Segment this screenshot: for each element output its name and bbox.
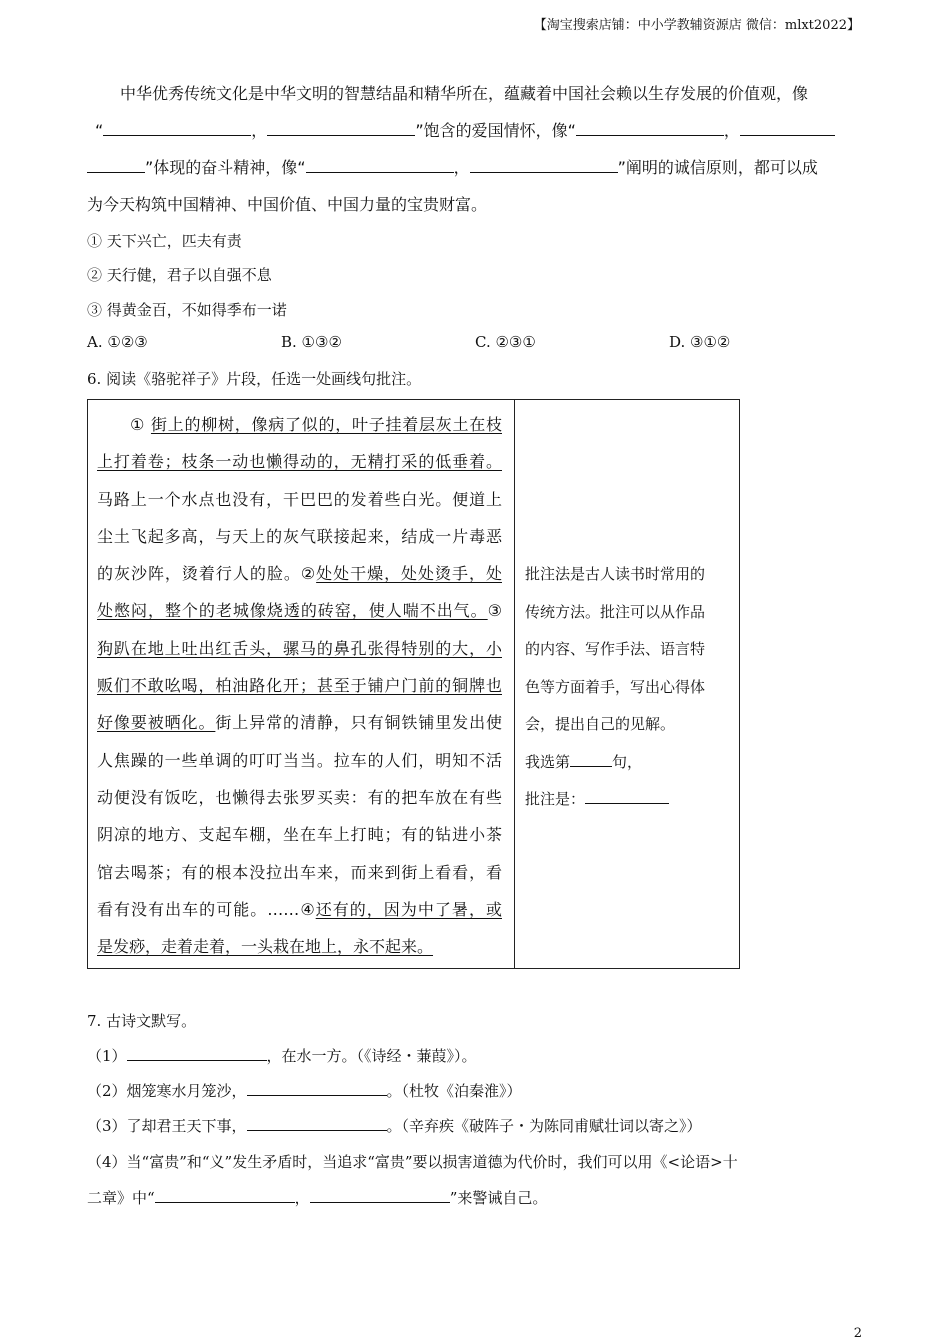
table-divider — [514, 400, 515, 968]
text: 阴凉的地方、支起车棚，坐在车上打盹；有的钻进小茶 — [97, 825, 502, 845]
text: （3）了却君王天下事， — [87, 1117, 247, 1135]
text: 看有没有出车的可能。……④ — [97, 899, 316, 919]
annotation-line — [525, 781, 735, 819]
option-c[interactable]: C. ②③① — [475, 333, 536, 351]
passage-line — [97, 928, 502, 965]
text: （2）烟笼寒水月笼沙， — [87, 1082, 247, 1100]
text: ，在水一方。（《诗经・蒹葭》）。 — [266, 1047, 477, 1065]
blank-6[interactable] — [470, 156, 618, 173]
q7-item-4-cont — [87, 1187, 547, 1208]
text: ”阐明的诚信原则，都可以成 — [617, 158, 818, 177]
underlined-sentence-1[interactable]: 街上的柳树，像病了似的，叶子挂着层灰土在枝 — [150, 415, 502, 434]
text: ， — [453, 158, 470, 177]
instruction-line: 的内容、写作手法、语言特 — [525, 640, 706, 658]
text: 人焦躁的一些单调的叮叮当当。拉车的人们，明知不活 — [97, 750, 502, 770]
underlined-sentence-2[interactable]: 处处干燥，处处烫手，处 — [316, 564, 502, 584]
q7-item-1 — [87, 1045, 477, 1066]
q5-item-1: ① 天下兴亡，匹夫有责 — [87, 232, 242, 250]
text: ”来警诫自己。 — [449, 1189, 548, 1207]
text: 二章》中“ — [87, 1189, 155, 1207]
text: 。（辛弃疾《破阵子・为陈同甫赋壮词以寄之》） — [386, 1117, 702, 1135]
text: （1） — [87, 1047, 127, 1065]
blank-7-1[interactable] — [127, 1046, 267, 1061]
passage-line — [97, 518, 502, 555]
q5-line-2 — [95, 118, 870, 141]
page-number: 2 — [853, 1326, 862, 1341]
text: 句， — [612, 752, 643, 771]
instruction-line: 色等方面着手，写出心得体 — [525, 677, 706, 696]
text: 我选第 — [525, 752, 571, 771]
text: “ — [95, 121, 104, 140]
passage-line — [97, 555, 502, 592]
blank-1[interactable] — [103, 119, 251, 136]
text: 。（杜牧《泊秦淮》） — [386, 1082, 522, 1100]
underlined-sentence-3[interactable]: 贩们不敢吆喝，柏油路化开；甚至于铺户门前的铜牌也 — [97, 676, 502, 696]
q7-title: 7. 古诗文默写。 — [87, 1012, 197, 1030]
q7-item-4: （4）当“富贵”和“义”发生矛盾时，当追求“富贵”要以损害道德为代价时，我们可以用《<论语>十 — [87, 1153, 738, 1171]
blank-7-2[interactable] — [247, 1081, 387, 1096]
passage-line — [97, 704, 502, 741]
q5-item-3: ③ 得黄金百，不如得季布一诺 — [87, 301, 287, 319]
instruction-line: 批注法是古人读书时常用的 — [525, 565, 706, 583]
q5-line-3 — [87, 155, 862, 178]
passage — [97, 406, 502, 965]
passage-line — [97, 891, 502, 928]
passage-line — [97, 443, 502, 480]
blank-7-4b[interactable] — [310, 1188, 450, 1203]
text: 马路上一个水点也没有，干巴巴的发着些白光。便道上 — [97, 489, 502, 509]
text: ， — [723, 121, 740, 140]
blank-4b[interactable] — [87, 156, 145, 173]
underlined-sentence-4[interactable]: 还有的，因为中了暑，或 — [315, 899, 502, 919]
choose-sentence-line — [525, 744, 735, 782]
option-b[interactable]: B. ①③② — [281, 333, 342, 351]
option-d[interactable]: D. ③①② — [669, 333, 731, 351]
q7-item-2 — [87, 1080, 522, 1101]
text: 动便没有饭吃，也懒得去张罗买卖：有的把车放在有些 — [97, 787, 502, 807]
passage-line — [97, 630, 502, 667]
text: ， — [294, 1189, 310, 1207]
q5-item-2: ② 天行健，君子以自强不息 — [87, 266, 272, 284]
blank-2[interactable] — [267, 119, 415, 136]
passage-line — [97, 854, 502, 891]
text: 的灰沙阵，烫着行人的脸。② — [97, 564, 317, 584]
text: ① — [130, 415, 146, 434]
passage-line — [97, 481, 502, 518]
blank-7-4a[interactable] — [155, 1188, 295, 1203]
passage-line — [97, 779, 502, 816]
annotation-table — [87, 399, 740, 969]
instruction-line: 传统方法。批注可以从作品 — [525, 602, 706, 621]
text: 批注是： — [525, 790, 586, 808]
text: ③ — [487, 601, 502, 621]
passage-line — [97, 816, 502, 853]
text: 街上异常的清静，只有铜铁铺里发出使 — [215, 713, 502, 733]
q5-line-4: 为今天构筑中国精神、中国价值、中国力量的宝贵财富。 — [87, 195, 488, 214]
page-header: 【淘宝搜索店铺：中小学教辅资源店 微信：mlxt2022】 — [533, 18, 860, 33]
q6-title: 6. 阅读《骆驼祥子》片段，任选一处画线句批注。 — [87, 370, 422, 388]
passage-line — [97, 667, 502, 704]
text: 尘土飞起多高，与天上的灰气联接起来，结成一片毒恶 — [97, 526, 502, 546]
blank-3[interactable] — [576, 119, 724, 136]
q7-item-3 — [87, 1115, 702, 1136]
underlined-sentence-3[interactable]: 好像要被晒化。 — [97, 713, 216, 733]
underlined-sentence-2[interactable]: 处憋闷，整个的老城像烧透的砖窑，使人喘不出气。 — [97, 601, 488, 621]
q5-line-1: 中华优秀传统文化是中华文明的智慧结晶和精华所在，蕴藏着中国社会赖以生存发展的价值观，像 — [120, 84, 809, 103]
underlined-sentence-1[interactable]: 上打着卷；枝条一动也懒得动的，无精打采的低垂着。 — [97, 452, 502, 472]
blank-5[interactable] — [306, 156, 454, 173]
text: ”饱含的爱国情怀，像“ — [415, 121, 576, 140]
option-a[interactable]: A. ①②③ — [87, 333, 148, 351]
annotation-blank[interactable] — [585, 789, 669, 804]
passage-line — [97, 742, 502, 779]
underlined-sentence-4[interactable]: 是发痧，走着走着，一头栽在地上，永不起来。 — [97, 937, 434, 957]
instruction-line: 会，提出自己的见解。 — [525, 715, 676, 733]
passage-line — [97, 406, 502, 443]
blank-7-3[interactable] — [247, 1116, 387, 1131]
passage-line — [97, 592, 502, 629]
text: 馆去喝茶；有的根本没拉出车来，而来到街上看看，看 — [97, 862, 502, 882]
text: ”体现的奋斗精神，像“ — [145, 158, 306, 177]
text: ， — [251, 121, 268, 140]
sentence-number-blank[interactable] — [570, 752, 612, 767]
annotation-instructions — [525, 556, 735, 819]
underlined-sentence-3[interactable]: 狗趴在地上吐出红舌头，骡马的鼻孔张得特别的大，小 — [97, 638, 502, 658]
blank-4a[interactable] — [740, 119, 835, 136]
